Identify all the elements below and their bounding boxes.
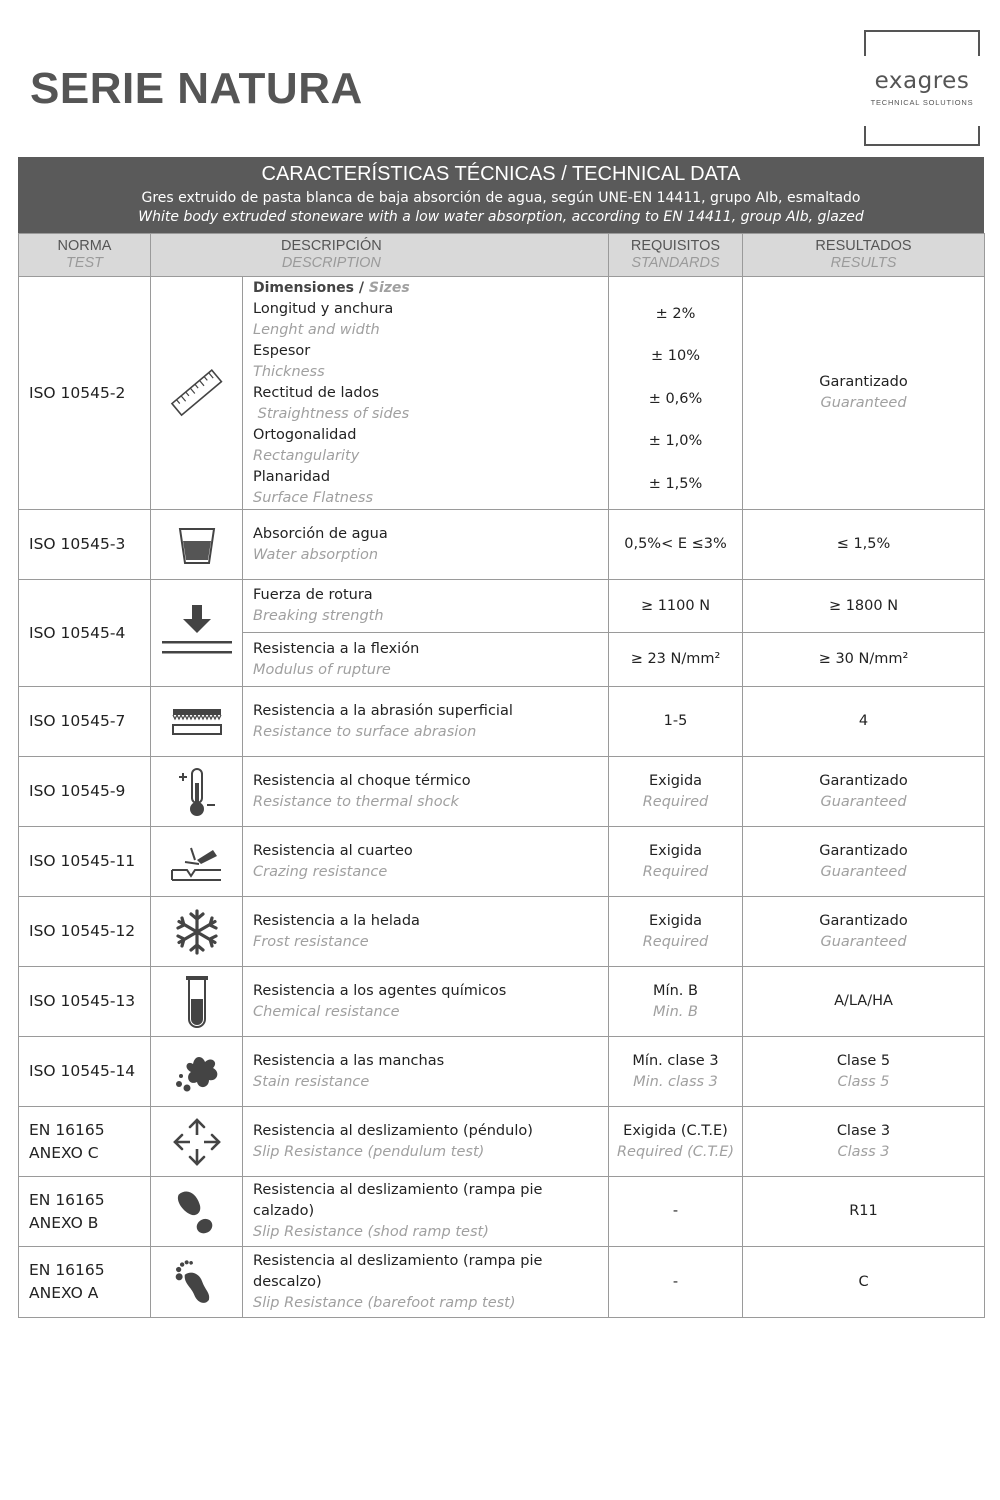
description-cell xyxy=(243,757,609,827)
req-en: Required (C.T.E) xyxy=(616,1143,735,1160)
norma-cell: ISO 10545-3 xyxy=(19,510,151,580)
result-cell xyxy=(743,897,985,967)
req-cell xyxy=(609,967,743,1037)
ruler-icon xyxy=(151,277,243,510)
snowflake-icon xyxy=(151,897,243,967)
req-en: Min. class 3 xyxy=(633,1073,718,1090)
req-en: Required xyxy=(642,933,709,950)
banner-title: CARACTERÍSTICAS TÉCNICAS / TECHNICAL DATA xyxy=(261,163,741,185)
desc-es: Resistencia al deslizamiento (rampa pie descalzo) xyxy=(253,1252,543,1290)
req-cell xyxy=(609,1107,743,1177)
result-es: Clase 3 xyxy=(836,1122,891,1139)
result-es: Clase 5 xyxy=(836,1052,891,1069)
desc-es: Resistencia al deslizamiento (rampa pie calzado) xyxy=(253,1182,543,1219)
result-cell: ≥ 1800 N xyxy=(743,580,985,633)
req-es: Mín. B xyxy=(653,982,698,999)
description-cell xyxy=(243,1107,609,1177)
result-en: Guaranteed xyxy=(820,793,907,810)
norma-line: EN 16165 xyxy=(29,1120,105,1139)
dimensions-heading: Dimensiones / Sizes xyxy=(253,280,410,296)
description-cell xyxy=(243,633,609,687)
description-cell xyxy=(243,1247,609,1318)
stain-icon xyxy=(151,1037,243,1107)
desc-es: Fuerza de rotura xyxy=(253,587,373,603)
norma-cell: ISO 10545-14 xyxy=(19,1037,151,1107)
result-es: Garantizado xyxy=(819,772,908,789)
norma-cell: ISO 10545-2 xyxy=(19,277,151,510)
logo-tagline: TECHNICAL SOLUTIONS xyxy=(870,98,974,107)
table-row xyxy=(19,1107,985,1177)
desc-es: Resistencia a la helada xyxy=(253,912,420,929)
result-cell: ≤ 1,5% xyxy=(743,510,985,580)
norma-cell: ISO 10545-4 xyxy=(19,580,151,687)
thermometer-icon xyxy=(151,757,243,827)
desc-es: Resistencia al deslizamiento (péndulo) xyxy=(253,1122,533,1139)
page-title: SERIE NATURA xyxy=(30,64,363,113)
result-en: Guaranteed xyxy=(820,395,907,411)
table-row xyxy=(19,1177,985,1247)
norma-line: ANEXO A xyxy=(29,1284,99,1302)
norma-cell: ISO 10545-11 xyxy=(19,827,151,897)
norma-cell: ISO 10545-13 xyxy=(19,967,151,1037)
test-tube-icon xyxy=(151,967,243,1037)
shoe-print-icon xyxy=(151,1177,243,1247)
desc-en: Stain resistance xyxy=(253,1073,370,1090)
desc-es: Absorción de agua xyxy=(253,525,388,542)
desc-en: Breaking strength xyxy=(253,608,384,624)
header-descripcion: DESCRIPCIÓN DESCRIPTION xyxy=(151,234,609,277)
norma-cell: ISO 10545-7 xyxy=(19,687,151,757)
req-en: Required xyxy=(642,863,709,880)
req-cell xyxy=(609,757,743,827)
result-es: Garantizado xyxy=(819,374,908,390)
req-es: Exigida xyxy=(648,772,703,789)
header-resultados: RESULTADOS RESULTS xyxy=(743,234,985,277)
desc-es: Resistencia a la abrasión superficial xyxy=(253,702,513,719)
desc-es: Ortogonalidad xyxy=(253,427,357,443)
desc-en: Slip Resistance (pendulum test) xyxy=(253,1143,485,1160)
desc-en: Rectangularity xyxy=(253,448,360,464)
barefoot-icon xyxy=(151,1247,243,1318)
header-norma: NORMA TEST xyxy=(19,234,151,277)
norma-cell: ISO 10545-9 xyxy=(19,757,151,827)
norma-line: ANEXO B xyxy=(29,1213,99,1232)
desc-es: Resistencia al choque térmico xyxy=(253,772,471,789)
technical-data-table xyxy=(18,233,985,1318)
desc-en: Chemical resistance xyxy=(253,1003,400,1020)
logo-brand: exagres xyxy=(874,68,970,94)
result-cell xyxy=(743,757,985,827)
result-cell xyxy=(743,1037,985,1107)
result-cell: R11 xyxy=(743,1177,985,1247)
banner-subtitle-es: Gres extruido de pasta blanca de baja absorción de agua, según UNE-EN 14411, grupo AIb, esmaltado xyxy=(141,190,861,206)
req-es: Mín. clase 3 xyxy=(632,1052,719,1069)
req-cell xyxy=(609,827,743,897)
desc-en: Water absorption xyxy=(253,546,379,563)
result-cell xyxy=(743,1107,985,1177)
table-row xyxy=(19,277,985,510)
dimensions-requirements xyxy=(609,277,743,510)
result-en: Class 3 xyxy=(837,1143,890,1160)
banner-subtitle-en: White body extruded stoneware with a low water absorption, according to EN 14411, group AIb, glazed xyxy=(138,209,864,225)
result-cell: 4 xyxy=(743,687,985,757)
table-header-row xyxy=(19,234,985,277)
description-cell xyxy=(243,897,609,967)
req-value: ± 1,0% xyxy=(648,433,703,450)
norma-cell xyxy=(19,1247,151,1318)
table-row xyxy=(19,510,985,580)
desc-en: Surface Flatness xyxy=(253,490,374,506)
water-glass-icon xyxy=(151,510,243,580)
req-cell: ≥ 1100 N xyxy=(609,580,743,633)
desc-es: Longitud y anchura xyxy=(253,301,394,317)
req-cell xyxy=(609,1037,743,1107)
result-en: Class 5 xyxy=(837,1073,890,1090)
req-cell: 0,5%< E ≤3% xyxy=(609,510,743,580)
description-cell xyxy=(243,510,609,580)
result-es: Garantizado xyxy=(819,842,908,859)
breaking-force-icon xyxy=(151,580,243,687)
desc-en: Crazing resistance xyxy=(253,863,388,880)
pendulum-arrows-icon xyxy=(151,1107,243,1177)
desc-en: Slip Resistance (shod ramp test) xyxy=(253,1224,489,1240)
desc-en: Thickness xyxy=(253,364,325,380)
desc-es: Espesor xyxy=(253,343,311,359)
req-value: ± 2% xyxy=(655,305,696,322)
norma-cell: ISO 10545-12 xyxy=(19,897,151,967)
description-cell xyxy=(243,827,609,897)
req-cell xyxy=(609,897,743,967)
description-cell xyxy=(243,1037,609,1107)
abrasion-icon xyxy=(151,687,243,757)
norma-line: EN 16165 xyxy=(29,1190,105,1209)
result-cell: A/LA/HA xyxy=(743,967,985,1037)
req-es: Exigida xyxy=(648,912,703,929)
logo xyxy=(864,30,980,146)
table-row xyxy=(19,1037,985,1107)
table-row xyxy=(19,580,985,633)
table-row xyxy=(19,967,985,1037)
req-cell: - xyxy=(609,1177,743,1247)
desc-es: Resistencia al cuarteo xyxy=(253,842,413,859)
table-row xyxy=(19,827,985,897)
result-en: Guaranteed xyxy=(820,863,907,880)
desc-en: Resistance to thermal shock xyxy=(253,793,459,810)
crazing-icon xyxy=(151,827,243,897)
description-cell xyxy=(243,687,609,757)
result-cell xyxy=(743,827,985,897)
description-cell xyxy=(243,580,609,633)
req-es: Exigida (C.T.E) xyxy=(623,1122,728,1139)
desc-en: Resistance to surface abrasion xyxy=(253,723,477,740)
table-row xyxy=(19,687,985,757)
desc-es: Resistencia a la flexión xyxy=(253,640,420,657)
req-value: ± 10% xyxy=(651,348,700,365)
req-value: ± 1,5% xyxy=(648,475,703,492)
result-cell: C xyxy=(743,1247,985,1318)
description-cell xyxy=(243,967,609,1037)
desc-es: Planaridad xyxy=(253,469,331,485)
req-cell: - xyxy=(609,1247,743,1318)
desc-en: Slip Resistance (barefoot ramp test) xyxy=(253,1294,516,1311)
desc-en: Straightness of sides xyxy=(253,406,410,422)
desc-es: Resistencia a los agentes químicos xyxy=(253,982,507,999)
dimensions-result xyxy=(743,277,985,510)
req-en: Min. B xyxy=(653,1003,698,1020)
req-cell: ≥ 23 N/mm² xyxy=(609,633,743,687)
req-cell: 1-5 xyxy=(609,687,743,757)
header-requisitos: REQUISITOS STANDARDS xyxy=(609,234,743,277)
table-row xyxy=(19,757,985,827)
desc-en: Frost resistance xyxy=(253,933,369,950)
desc-en: Lenght and width xyxy=(253,322,380,338)
norma-line: ANEXO C xyxy=(29,1143,99,1162)
norma-cell xyxy=(19,1107,151,1177)
req-value: ± 0,6% xyxy=(648,390,703,407)
req-es: Exigida xyxy=(648,842,703,859)
norma-line: EN 16165 xyxy=(29,1261,105,1279)
desc-en: Modulus of rupture xyxy=(253,661,391,678)
description-cell xyxy=(243,1177,609,1247)
table-row xyxy=(19,1247,985,1318)
desc-es: Rectitud de lados xyxy=(253,385,379,401)
title-banner xyxy=(18,157,984,233)
table-row xyxy=(19,897,985,967)
req-en: Required xyxy=(642,793,709,810)
dimensions-description xyxy=(243,277,609,510)
result-es: Garantizado xyxy=(819,912,908,929)
result-cell: ≥ 30 N/mm² xyxy=(743,633,985,687)
desc-es: Resistencia a las manchas xyxy=(253,1052,445,1069)
result-en: Guaranteed xyxy=(820,933,907,950)
norma-cell xyxy=(19,1177,151,1247)
